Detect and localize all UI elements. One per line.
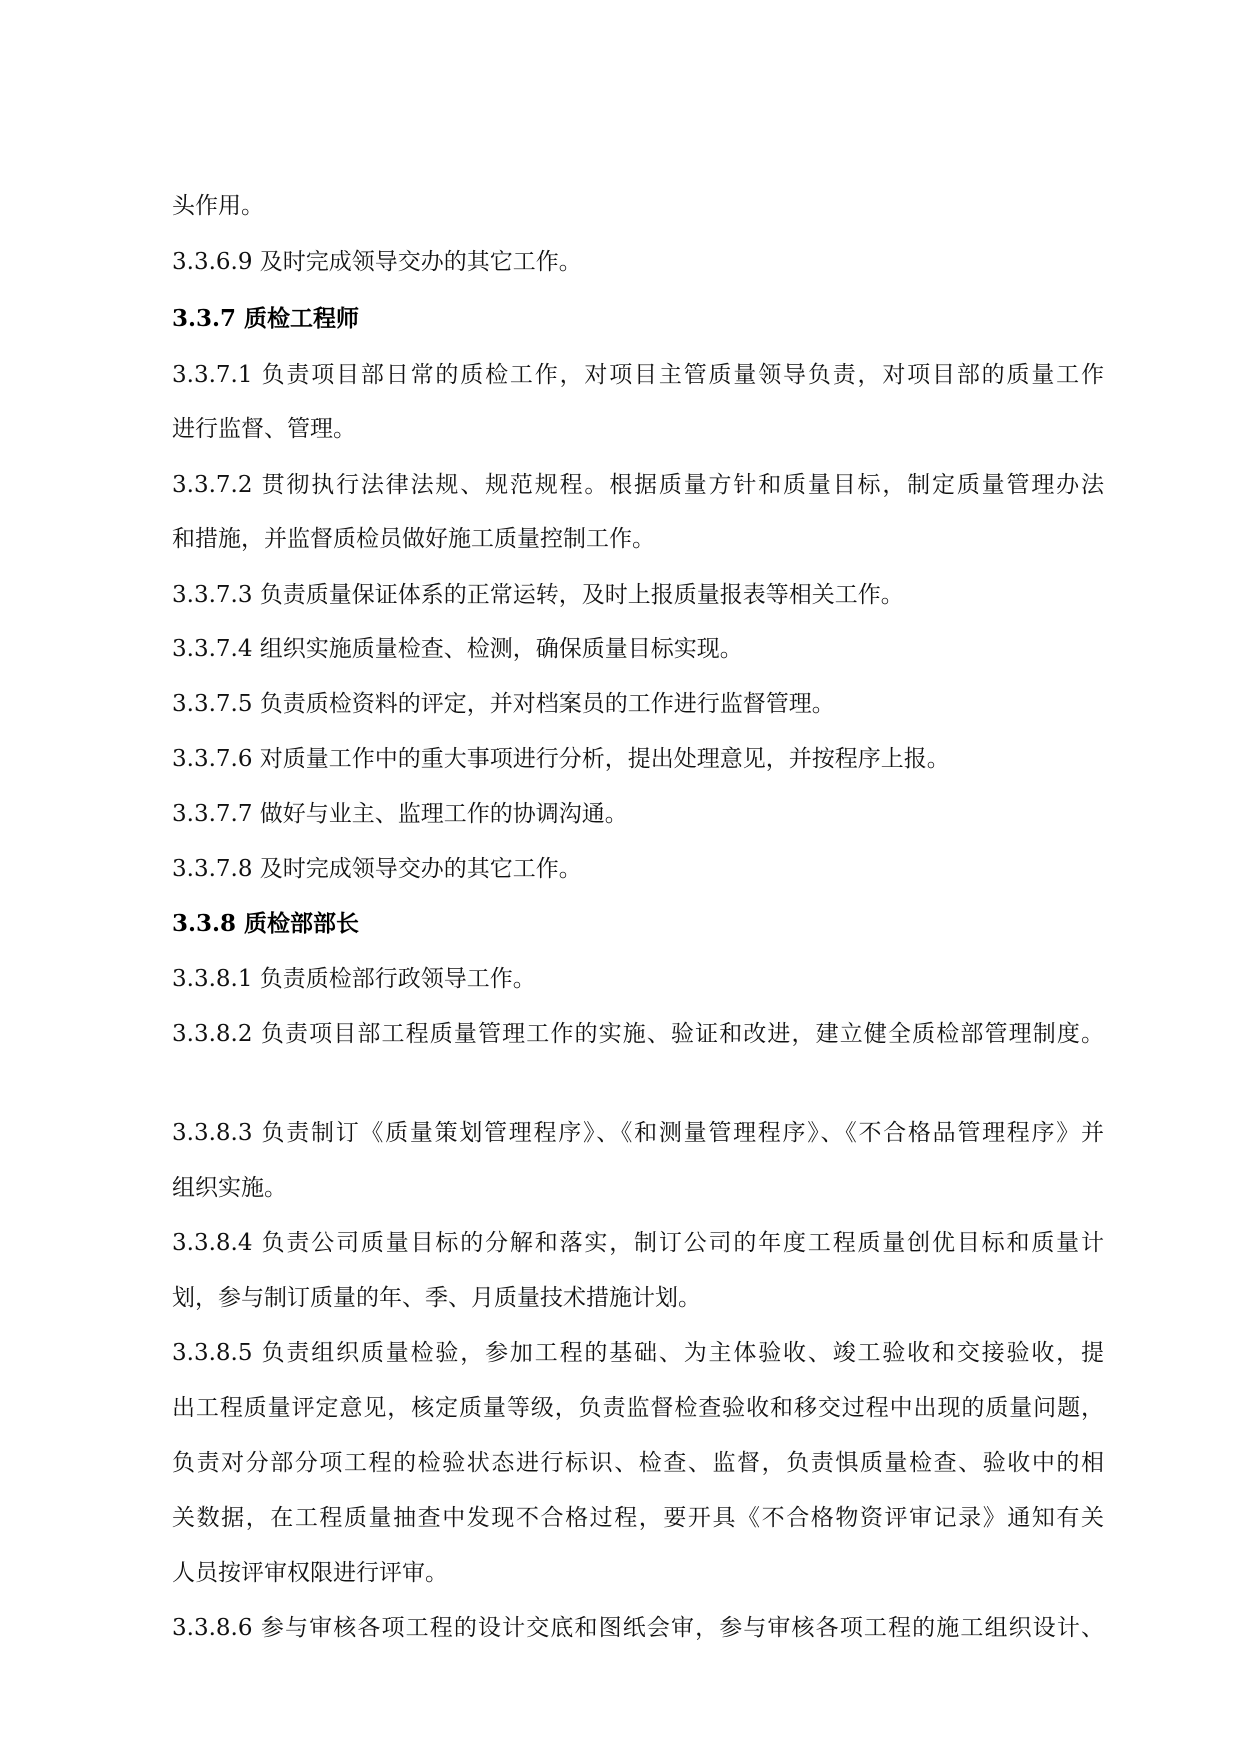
paragraph-line: 出工程质量评定意见，核定质量等级，负责监督检查验收和移交过程中出现的质量问题，: [172, 1395, 1104, 1421]
paragraph-line: 3.3.8.6 参与审核各项工程的设计交底和图纸会审，参与审核各项工程的施工组织设计、: [172, 1615, 1104, 1641]
paragraph-line: 3.3.7.5 负责质检资料的评定，并对档案员的工作进行监督管理。: [172, 691, 835, 717]
paragraph-line: 3.3.7.8 及时完成领导交办的其它工作。: [172, 856, 582, 882]
paragraph-line: 3.3.7.3 负责质量保证体系的正常运转，及时上报质量报表等相关工作。: [172, 582, 904, 608]
paragraph-line: 3.3.8.4 负责公司质量目标的分解和落实，制订公司的年度工程质量创优目标和质量计: [172, 1230, 1104, 1256]
paragraph-line: 关数据，在工程质量抽查中发现不合格过程，要开具《不合格物资评审记录》通知有关: [172, 1505, 1104, 1531]
paragraph-line: 人员按评审权限进行评审。: [172, 1560, 448, 1586]
section-heading-3-3-8: 3.3.8 质检部部长: [172, 910, 360, 937]
paragraph-line: 进行监督、管理。: [172, 416, 356, 442]
paragraph-line: 3.3.6.9 及时完成领导交办的其它工作。: [172, 249, 582, 275]
paragraph-line: 3.3.7.2 贯彻执行法律法规、规范规程。根据质量方针和质量目标，制定质量管理办法: [172, 472, 1104, 498]
paragraph-line: 3.3.8.5 负责组织质量检验，参加工程的基础、为主体验收、竣工验收和交接验收，提: [172, 1340, 1104, 1366]
paragraph-line: 3.3.8.1 负责质检部行政领导工作。: [172, 966, 536, 992]
paragraph-line: 负责对分部分项工程的检验状态进行标识、检查、监督，负责惧质量检查、验收中的相: [172, 1450, 1104, 1476]
paragraph-line: 3.3.7.7 做好与业主、监理工作的协调沟通。: [172, 801, 628, 827]
paragraph-line: 3.3.7.4 组织实施质量检查、检测，确保质量目标实现。: [172, 636, 743, 662]
paragraph-line: 3.3.8.2 负责项目部工程质量管理工作的实施、验证和改进，建立健全质检部管理制度。: [172, 1021, 1104, 1047]
paragraph-line: 组织实施。: [172, 1175, 287, 1201]
paragraph-line: 划，参与制订质量的年、季、月质量技术措施计划。: [172, 1285, 701, 1311]
paragraph-line: 3.3.8.3 负责制订《质量策划管理程序》、《和测量管理程序》、《不合格品管理程序》并: [172, 1120, 1104, 1146]
paragraph-line: 3.3.7.1 负责项目部日常的质检工作，对项目主管质量领导负责，对项目部的质量工作: [172, 362, 1104, 388]
section-heading-3-3-7: 3.3.7 质检工程师: [172, 305, 360, 332]
paragraph-line: 头作用。: [172, 193, 264, 219]
paragraph-line: 3.3.7.6 对质量工作中的重大事项进行分析，提出处理意见，并按程序上报。: [172, 746, 950, 772]
paragraph-line: 和措施，并监督质检员做好施工质量控制工作。: [172, 526, 655, 552]
